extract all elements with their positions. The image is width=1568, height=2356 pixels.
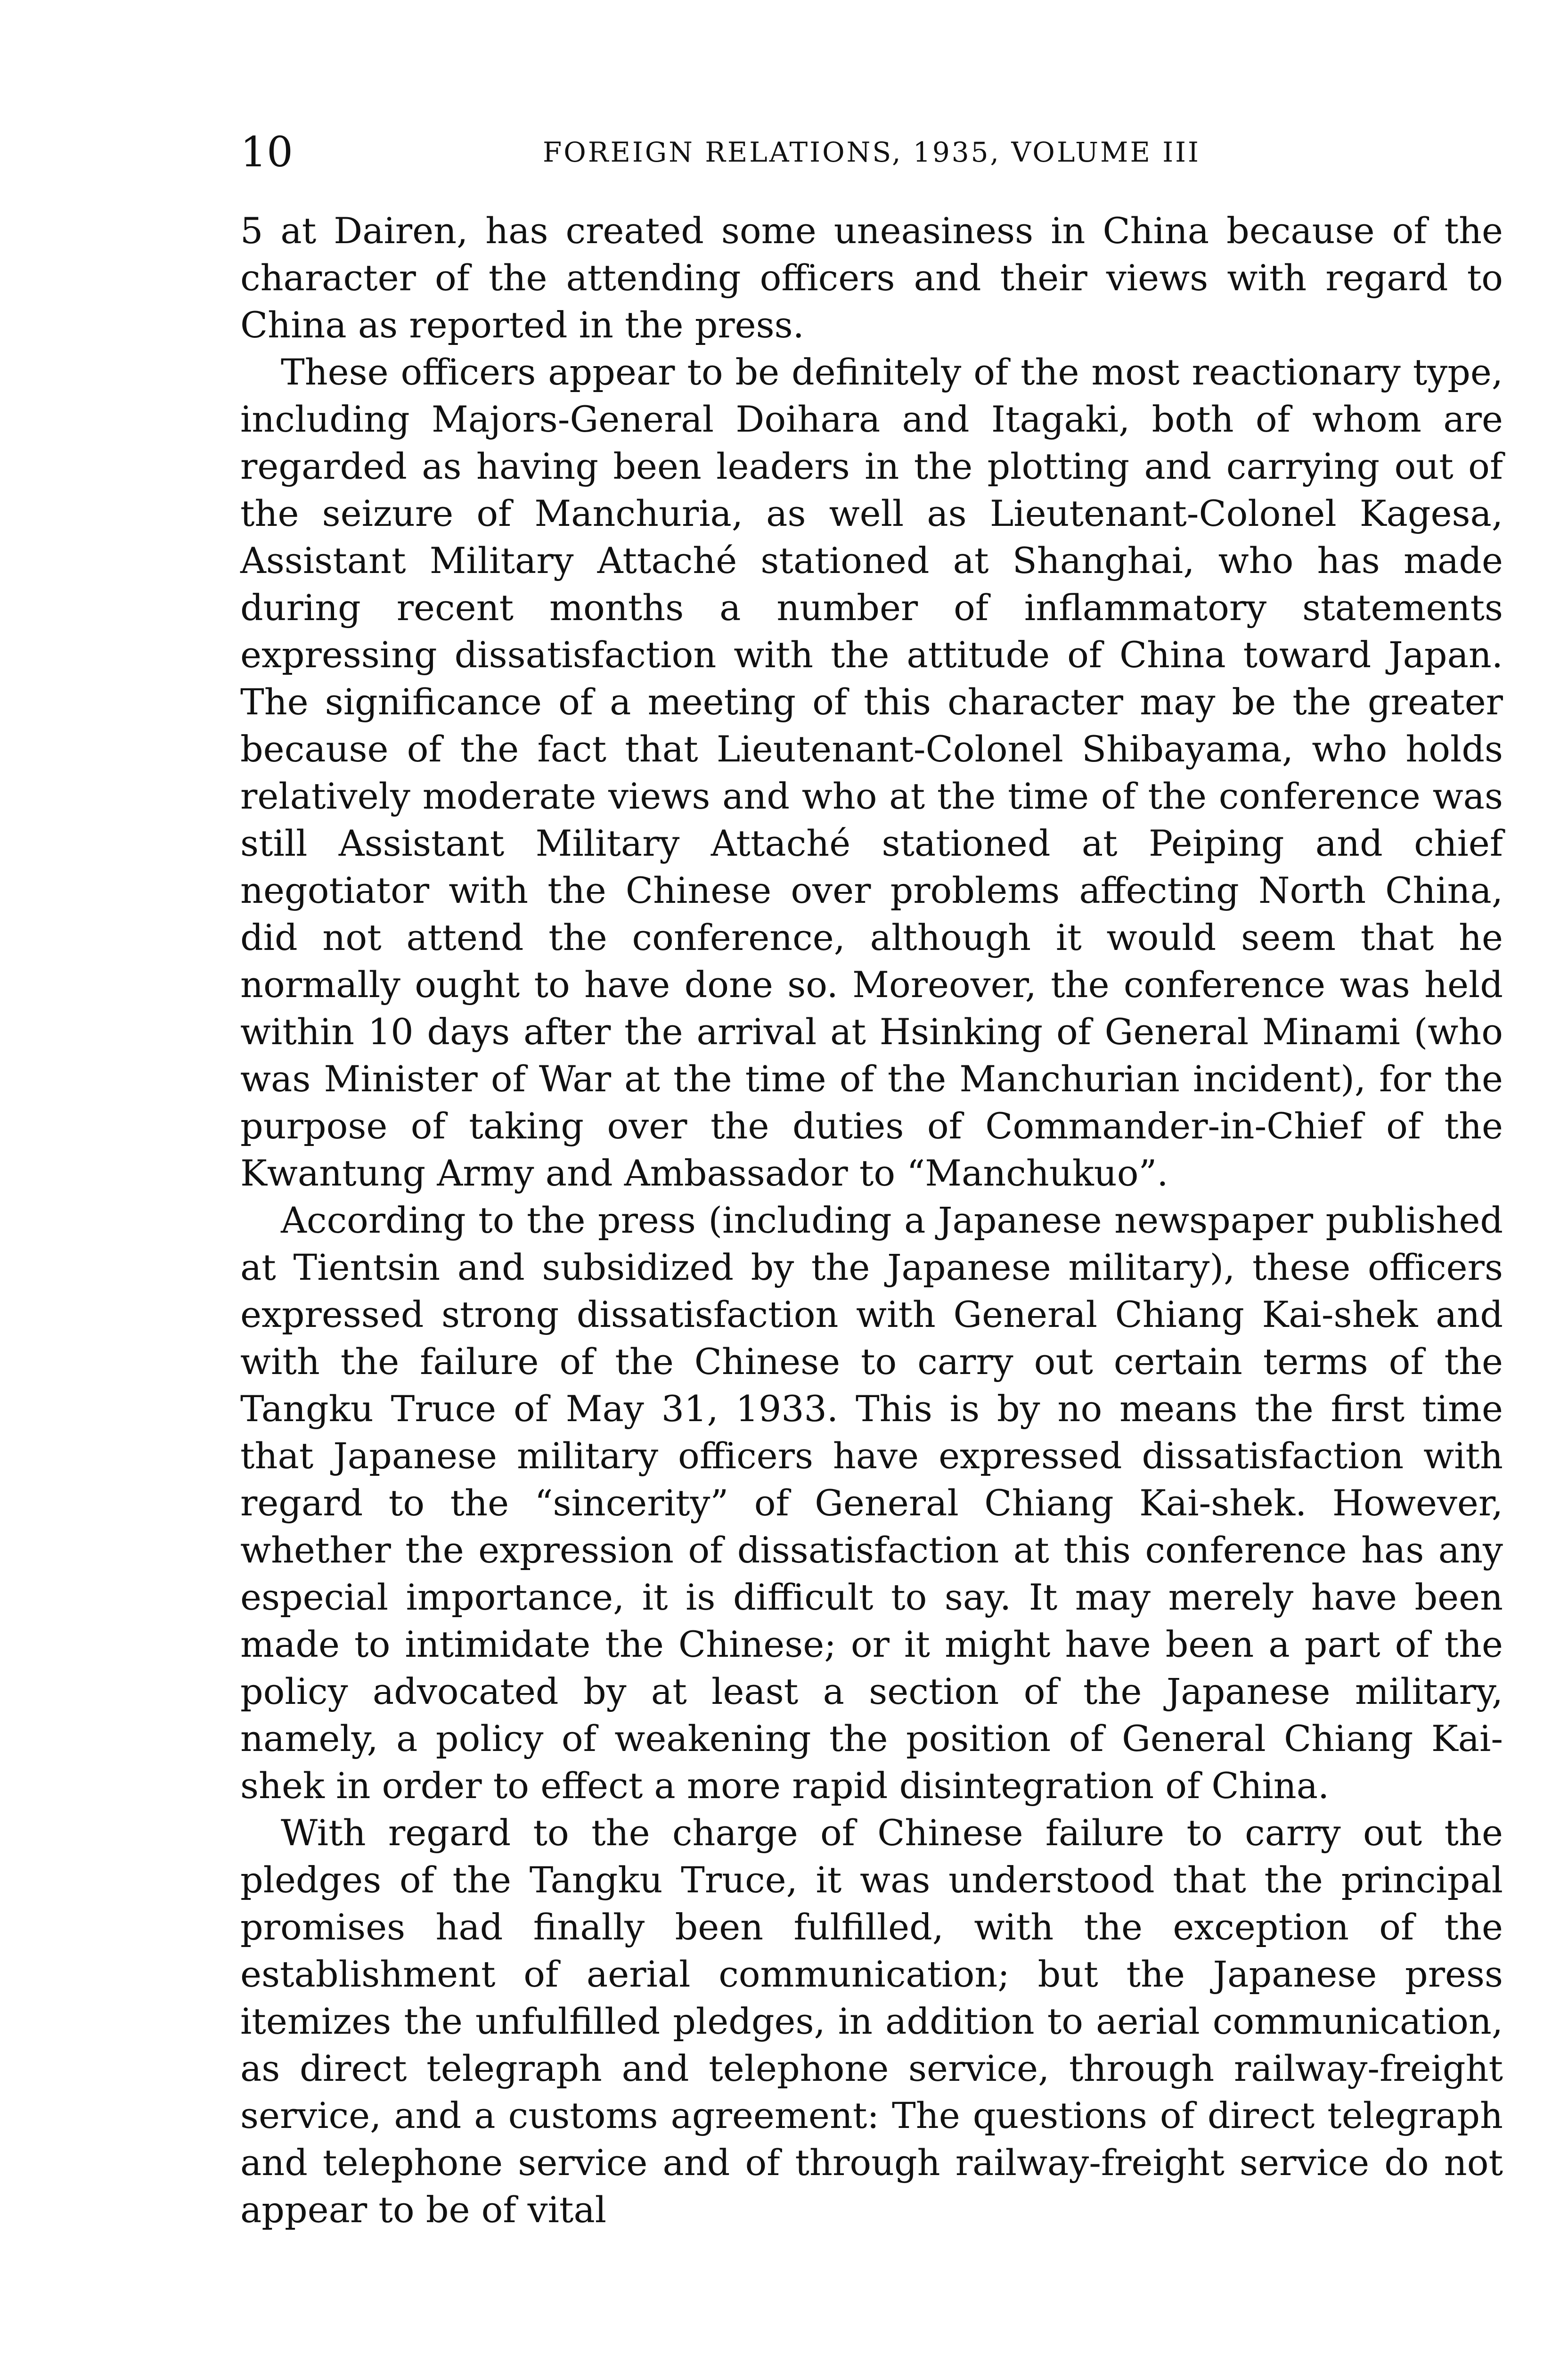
paragraph: These officers appear to be definitely of the most reactionary type, including Majors-General Doihara and Itagaki, both of whom are regarded as having been leaders in the plotting and carrying out of the seizure of Manchuria, as well as Lieutenant-Colonel Kagesa, Assistant Military Attaché stationed at Shanghai, who has made during recent months a number of inflammatory statements expressing dissatisfaction with the attitude of China toward Japan. The significance of a meeting of this character may be the greater because of the fact that Lieutenant-Colonel Shibayama, who holds relatively moderate views and who at the time of the conference was still Assistant Military Attaché stationed at Peiping and chief negotiator with the Chinese over problems affecting North China, did not attend the conference, although it would seem that he normally ought to have done so. Moreover, the conference was held within 10 days after the arrival at Hsinking of General Minami (who was Minister of War at the time of the Manchurian incident), for the purpose of taking over the duties of Commander-in-Chief of the Kwantung Army and Ambassador to “Manchukuo”. bbox=[240, 351, 1503, 1194]
running-head-title: FOREIGN RELATIONS, 1935, VOLUME III bbox=[543, 136, 1200, 168]
paragraph: With regard to the charge of Chinese failure to carry out the pledges of the Tangku Truce, it was understood that the principal promises had finally been fulfilled, with the exception of the establishment of aerial communication; but the Japanese press itemizes the unfulfilled pledges, in addition to aerial communication, as direct telegraph and telephone service, through railway-freight service, and a customs agreement: The questions of direct telegraph and telephone service and of through railway-freight service do not appear to be of vital bbox=[240, 1812, 1503, 2231]
page-number: 10 bbox=[240, 128, 293, 176]
body-text bbox=[240, 207, 1503, 2233]
paragraph-continuation: 5 at Dairen, has created some uneasiness in China because of the character of the attending officers and their views with regard to China as reported in the press. bbox=[240, 210, 1503, 346]
paragraph: According to the press (including a Japanese newspaper published at Tientsin and subsidized by the Japanese military), these officers expressed strong dissatisfaction with General Chiang Kai-shek and with the failure of the Chinese to carry out certain terms of the Tangku Truce of May 31, 1933. This is by no means the first time that Japanese military officers have expressed dissatisfaction with regard to the “sincerity” of General Chiang Kai-shek. However, whether the expression of dissatisfaction at this conference has any especial importance, it is difficult to say. It may merely have been made to intimidate the Chinese; or it might have been a part of the policy advocated by at least a section of the Japanese military, namely, a policy of weakening the position of General Chiang Kai-shek in order to effect a more rapid disintegration of China. bbox=[240, 1199, 1503, 1807]
running-head bbox=[240, 126, 1503, 178]
